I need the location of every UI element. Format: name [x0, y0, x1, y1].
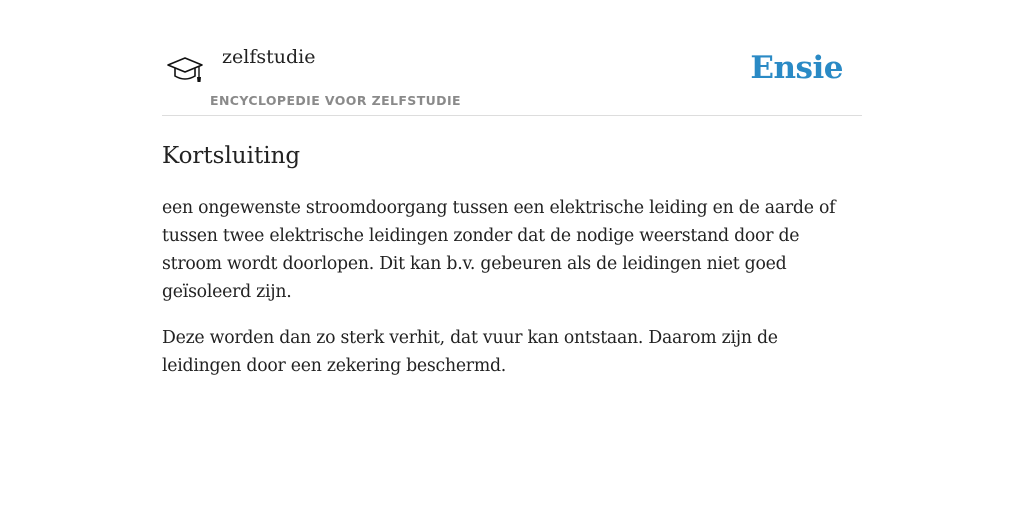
page: [162, 0, 862, 380]
graduation-cap-icon[interactable]: [166, 55, 204, 89]
site-tagline: ENCYCLOPEDIE VOOR ZELFSTUDIE: [210, 93, 461, 108]
article-paragraph: een ongewenste stroomdoorgang tussen een elektrische leiding en de aarde of tussen twee elektrische leidingen zonder dat de nodige weerstand door de stroom wordt doorlopen. Dit kan b.v. gebeuren als de leidingen niet goed geïsoleerd zijn.: [162, 198, 836, 302]
article-paragraph: Deze worden dan zo sterk verhit, dat vuur kan ontstaan. Daarom zijn de leidingen door een zekering beschermd.: [162, 328, 778, 376]
site-name[interactable]: zelfstudie: [222, 46, 316, 68]
brand-logo-link[interactable]: Ensie: [750, 50, 843, 86]
article-title: Kortsluiting: [162, 143, 301, 169]
site-header: [162, 0, 862, 116]
